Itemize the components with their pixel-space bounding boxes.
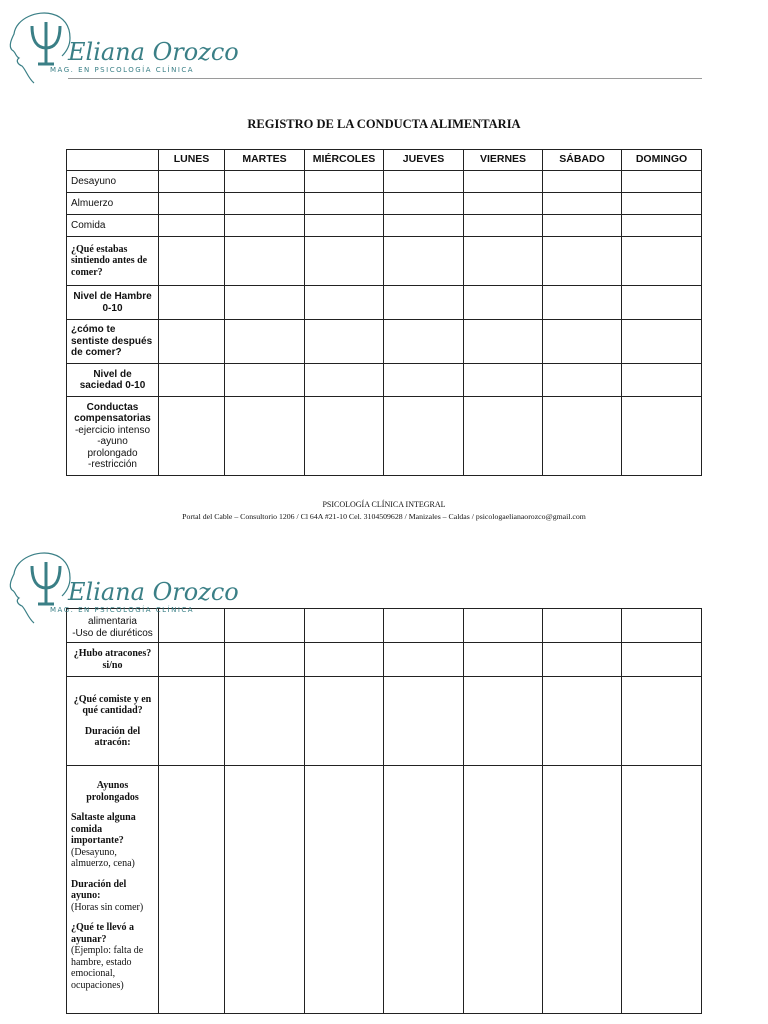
entry-cell[interactable] — [305, 215, 384, 237]
entry-cell[interactable] — [225, 609, 305, 643]
saltaste-example: (Desayuno, almuerzo, cena) — [71, 846, 135, 869]
entry-cell[interactable] — [464, 766, 543, 1014]
entry-cell[interactable] — [622, 766, 702, 1014]
ayunos-title: Ayunos prolongados — [86, 780, 139, 803]
entry-cell[interactable] — [159, 677, 225, 766]
entry-cell[interactable] — [225, 643, 305, 677]
entry-cell[interactable] — [543, 237, 622, 286]
entry-cell[interactable] — [464, 215, 543, 237]
entry-cell[interactable] — [225, 237, 305, 286]
entry-cell[interactable] — [622, 286, 702, 320]
entry-cell[interactable] — [622, 193, 702, 215]
entry-cell[interactable] — [384, 193, 464, 215]
entry-cell[interactable] — [622, 677, 702, 766]
table-row — [67, 364, 702, 397]
table-row — [67, 215, 702, 237]
entry-cell[interactable] — [464, 237, 543, 286]
entry-cell[interactable] — [622, 171, 702, 193]
entry-cell[interactable] — [543, 766, 622, 1014]
footer-org: PSICOLOGÍA CLÍNICA INTEGRAL — [322, 500, 446, 509]
entry-cell[interactable] — [384, 237, 464, 286]
row-label-hambre: Nivel de Hambre 0-10 — [67, 286, 159, 320]
duracion-ayuno-example: (Horas sin comer) — [71, 901, 144, 913]
entry-cell[interactable] — [225, 171, 305, 193]
entry-cell[interactable] — [305, 320, 384, 364]
entry-cell[interactable] — [305, 171, 384, 193]
entry-cell[interactable] — [464, 286, 543, 320]
entry-cell[interactable] — [305, 643, 384, 677]
page-title: REGISTRO DE LA CONDUCTA ALIMENTARIA — [247, 117, 521, 131]
entry-cell[interactable] — [622, 215, 702, 237]
row-label-despues: ¿cómo te sentiste después de comer? — [67, 320, 159, 364]
entry-cell[interactable] — [543, 215, 622, 237]
header-corner — [67, 150, 159, 171]
day-header: VIERNES — [464, 150, 543, 171]
entry-cell[interactable] — [543, 364, 622, 397]
entry-cell[interactable] — [622, 643, 702, 677]
row-label-desayuno: Desayuno — [67, 171, 159, 193]
table-row — [67, 320, 702, 364]
entry-cell[interactable] — [384, 677, 464, 766]
entry-cell[interactable] — [384, 643, 464, 677]
day-header: MIÉRCOLES — [305, 150, 384, 171]
entry-cell[interactable] — [543, 193, 622, 215]
day-header: MARTES — [225, 150, 305, 171]
day-header: SÁBADO — [543, 150, 622, 171]
compensatorias-item: -restricción — [88, 459, 137, 470]
entry-cell[interactable] — [384, 364, 464, 397]
entry-cell[interactable] — [622, 237, 702, 286]
script-signature: Eliana Orozco — [68, 578, 239, 606]
table-row — [67, 643, 702, 677]
entry-cell[interactable] — [464, 677, 543, 766]
entry-cell[interactable] — [225, 193, 305, 215]
entry-cell[interactable] — [225, 677, 305, 766]
header-row — [67, 150, 702, 171]
row-label-atracon-detalle — [67, 677, 159, 766]
entry-cell[interactable] — [384, 397, 464, 476]
continued-text: alimentaria — [88, 616, 137, 627]
header-divider — [68, 78, 702, 79]
registro-table-continued — [66, 608, 702, 1014]
entry-cell[interactable] — [159, 215, 225, 237]
entry-cell[interactable] — [159, 286, 225, 320]
entry-cell[interactable] — [305, 193, 384, 215]
table-row — [67, 286, 702, 320]
row-label-almuerzo: Almuerzo — [67, 193, 159, 215]
entry-cell[interactable] — [305, 397, 384, 476]
entry-cell[interactable] — [225, 286, 305, 320]
entry-cell[interactable] — [225, 766, 305, 1014]
entry-cell[interactable] — [305, 237, 384, 286]
entry-cell[interactable] — [543, 320, 622, 364]
entry-cell[interactable] — [464, 609, 543, 643]
row-label-saciedad: Nivel de saciedad 0-10 — [67, 364, 159, 397]
entry-cell[interactable] — [225, 320, 305, 364]
entry-cell[interactable] — [543, 286, 622, 320]
entry-cell[interactable] — [384, 766, 464, 1014]
entry-cell[interactable] — [464, 171, 543, 193]
entry-cell[interactable] — [543, 643, 622, 677]
brand-logo-page2 — [8, 548, 239, 628]
entry-cell[interactable] — [305, 286, 384, 320]
entry-cell[interactable] — [384, 215, 464, 237]
row-label-comida: Comida — [67, 215, 159, 237]
entry-cell[interactable] — [543, 677, 622, 766]
row-label-compensatorias — [67, 397, 159, 476]
day-header: JUEVES — [384, 150, 464, 171]
entry-cell[interactable] — [384, 171, 464, 193]
compensatorias-item: -ejercicio intenso — [74, 424, 151, 436]
entry-cell[interactable] — [464, 193, 543, 215]
logo-subtitle-page2: MAG. EN PSICOLOGÍA CLÍNICA — [50, 606, 195, 614]
entry-cell[interactable] — [622, 397, 702, 476]
table-row — [67, 237, 702, 286]
psi-symbol-icon — [32, 22, 60, 64]
entry-cell[interactable] — [622, 320, 702, 364]
duracion-ayuno: Duración del ayuno: — [71, 878, 127, 901]
entry-cell[interactable] — [464, 397, 543, 476]
entry-cell[interactable] — [543, 609, 622, 643]
entry-cell[interactable] — [159, 320, 225, 364]
entry-cell[interactable] — [543, 397, 622, 476]
entry-cell[interactable] — [159, 364, 225, 397]
entry-cell[interactable] — [464, 320, 543, 364]
comiste-question: ¿Qué comiste y en qué cantidad? — [73, 693, 152, 716]
script-signature: Eliana Orozco — [68, 38, 239, 66]
entry-cell[interactable] — [384, 320, 464, 364]
duracion-atracon: Duración del atracón: — [84, 725, 141, 748]
entry-cell[interactable] — [225, 215, 305, 237]
entry-cell[interactable] — [159, 643, 225, 677]
entry-cell[interactable] — [622, 364, 702, 397]
entry-cell[interactable] — [159, 766, 225, 1014]
llevo-question: ¿Qué te llevó a ayunar? — [71, 922, 135, 945]
entry-cell[interactable] — [305, 609, 384, 643]
day-header: LUNES — [159, 150, 225, 171]
table-row — [67, 171, 702, 193]
entry-cell[interactable] — [464, 643, 543, 677]
entry-cell[interactable] — [305, 677, 384, 766]
row-label-sintiendo: ¿Qué estabas sintiendo antes de comer? — [67, 237, 159, 286]
saltaste-question: Saltaste alguna comida importante? — [71, 812, 136, 846]
continued-text: -Uso de diuréticos — [72, 627, 153, 639]
brand-logo — [8, 8, 239, 88]
compensatorias-item: -ayuno prolongado — [87, 436, 138, 459]
entry-cell[interactable] — [384, 609, 464, 643]
entry-cell[interactable] — [159, 237, 225, 286]
row-label-atracones: ¿Hubo atracones? si/no — [67, 643, 159, 677]
entry-cell[interactable] — [622, 609, 702, 643]
entry-cell[interactable] — [159, 171, 225, 193]
entry-cell[interactable] — [464, 364, 543, 397]
day-header: DOMINGO — [622, 150, 702, 171]
entry-cell[interactable] — [384, 286, 464, 320]
registro-table — [66, 149, 702, 476]
entry-cell[interactable] — [305, 364, 384, 397]
table-row — [67, 397, 702, 476]
table-row — [67, 766, 702, 1014]
entry-cell[interactable] — [543, 171, 622, 193]
psi-symbol-icon — [32, 562, 60, 604]
row-label-ayunos — [67, 766, 159, 1014]
entry-cell[interactable] — [159, 193, 225, 215]
llevo-example: (Ejemplo: falta de hambre, estado emocional, ocupaciones) — [71, 945, 144, 991]
compensatorias-title: Conductas compensatorias — [74, 401, 151, 424]
footer-address: Portal del Cable – Consultorio 1206 / Cl 64A #21-10 Cel. 3104509628 / Manizales – Caldas / psicologaelianaorozco@gmail.com — [182, 512, 586, 521]
entry-cell[interactable] — [225, 397, 305, 476]
table-row — [67, 193, 702, 215]
table-row — [67, 677, 702, 766]
entry-cell[interactable] — [159, 397, 225, 476]
logo-subtitle: MAG. EN PSICOLOGÍA CLÍNICA — [50, 66, 195, 74]
entry-cell[interactable] — [305, 766, 384, 1014]
entry-cell[interactable] — [225, 364, 305, 397]
